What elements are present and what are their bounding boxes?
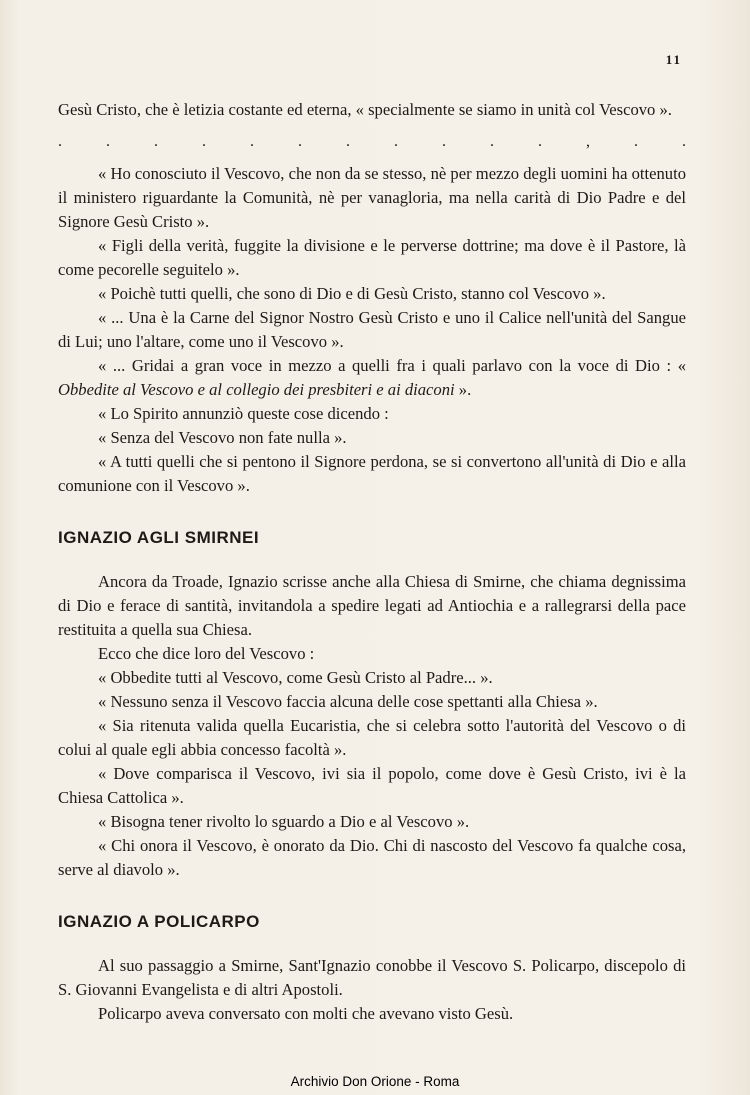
body-text	[58, 98, 686, 1026]
ellipsis-dot: .	[490, 133, 494, 150]
quote-paragraph: « Figli della verità, fuggite la divisione e le perverse dottrine; ma dove è il Pastore, là come pecorelle seguitelo ».	[58, 236, 686, 279]
quote-tail: ».	[454, 380, 472, 399]
quote-lead: « ... Gridai a gran voce in mezzo a quelli fra i quali parlavo con la voce di Dio : «	[98, 356, 686, 375]
quote-paragraph-gridai	[58, 354, 686, 402]
quote-paragraph: « Nessuno senza il Vescovo faccia alcuna delle cose spettanti alla Chiesa ».	[98, 692, 598, 711]
ellipsis-dot: .	[58, 133, 62, 150]
ellipsis-dot: .	[538, 133, 542, 150]
body-paragraph: Policarpo aveva conversato con molti che avevano visto Gesù.	[98, 1004, 514, 1023]
quote-paragraph: « Ho conosciuto il Vescovo, che non da se stesso, nè per mezzo degli uomini ha ottenuto il ministero riguardante la Comunità, nè per vanagloria, ma nella carità di Dio Padre e del Signore Gesù Cristo ».	[58, 164, 686, 231]
quote-paragraph: « Senza del Vescovo non fate nulla ».	[98, 428, 347, 447]
paragraph-continuation: Gesù Cristo, che è letizia costante ed eterna, « specialmente se siamo in unità col Vescovo ».	[58, 100, 672, 119]
quote-paragraph: « Poichè tutti quelli, che sono di Dio e di Gesù Cristo, stanno col Vescovo ».	[98, 284, 606, 303]
body-paragraph: Ancora da Troade, Ignazio scrisse anche alla Chiesa di Smirne, che chiama degnissima di Dio e ferace di santità, invitandola a spedire legati ad Antiochia e a rallegrarsi della pace restituita a quella sua Chiesa.	[58, 572, 686, 639]
ellipsis-dot: .	[346, 133, 350, 150]
ellipsis-dot: .	[250, 133, 254, 150]
ellipsis-dot: .	[106, 133, 110, 150]
quote-paragraph: « Bisogna tener rivolto lo sguardo a Dio e al Vescovo ».	[98, 812, 470, 831]
quote-paragraph: « Sia ritenuta valida quella Eucaristia, che si celebra sotto l'autorità del Vescovo o di colui al quale egli abbia concesso facoltà ».	[58, 716, 686, 759]
page-number: 11	[665, 52, 682, 67]
ellipsis-dot: .	[202, 133, 206, 150]
ellipsis-dot: .	[394, 133, 398, 150]
archive-footer: Archivio Don Orione - Roma	[290, 1074, 460, 1089]
ellipsis-dot: .	[634, 133, 638, 150]
quote-italic: Obbedite al Vescovo e al collegio dei presbiteri e ai diaconi	[58, 380, 455, 399]
ellipsis-row	[58, 130, 686, 154]
section-heading-smirnei: IGNAZIO AGLI SMIRNEI	[58, 528, 260, 547]
quote-paragraph: « Chi onora il Vescovo, è onorato da Dio. Chi di nascosto del Vescovo fa qualche cosa, serve al diavolo ».	[58, 836, 686, 879]
quote-paragraph: « A tutti quelli che si pentono il Signore perdona, se si convertono all'unità di Dio e alla comunione con il Vescovo ».	[58, 452, 686, 495]
quote-paragraph: « Obbedite tutti al Vescovo, come Gesù Cristo al Padre... ».	[98, 668, 493, 687]
ellipsis-dot: .	[298, 133, 302, 150]
body-paragraph: Al suo passaggio a Smirne, Sant'Ignazio conobbe il Vescovo S. Policarpo, discepolo di S. Giovanni Evangelista e di altri Apostoli.	[58, 956, 686, 999]
body-paragraph: Ecco che dice loro del Vescovo :	[98, 644, 315, 663]
quote-paragraph: « ... Una è la Carne del Signor Nostro Gesù Cristo e uno il Calice nell'unità del Sangue di Lui; uno l'altare, come uno il Vescovo ».	[58, 308, 686, 351]
ellipsis-dot: .	[154, 133, 158, 150]
section-heading-policarpo: IGNAZIO A POLICARPO	[58, 912, 260, 931]
quote-paragraph: « Lo Spirito annunziò queste cose dicendo :	[98, 404, 389, 423]
quote-paragraph: « Dove comparisca il Vescovo, ivi sia il popolo, come dove è Gesù Cristo, ivi è la Chiesa Cattolica ».	[58, 764, 686, 807]
ellipsis-dot: .	[442, 133, 446, 150]
ellipsis-dot: ,	[586, 133, 590, 150]
ellipsis-dot: .	[682, 133, 686, 150]
